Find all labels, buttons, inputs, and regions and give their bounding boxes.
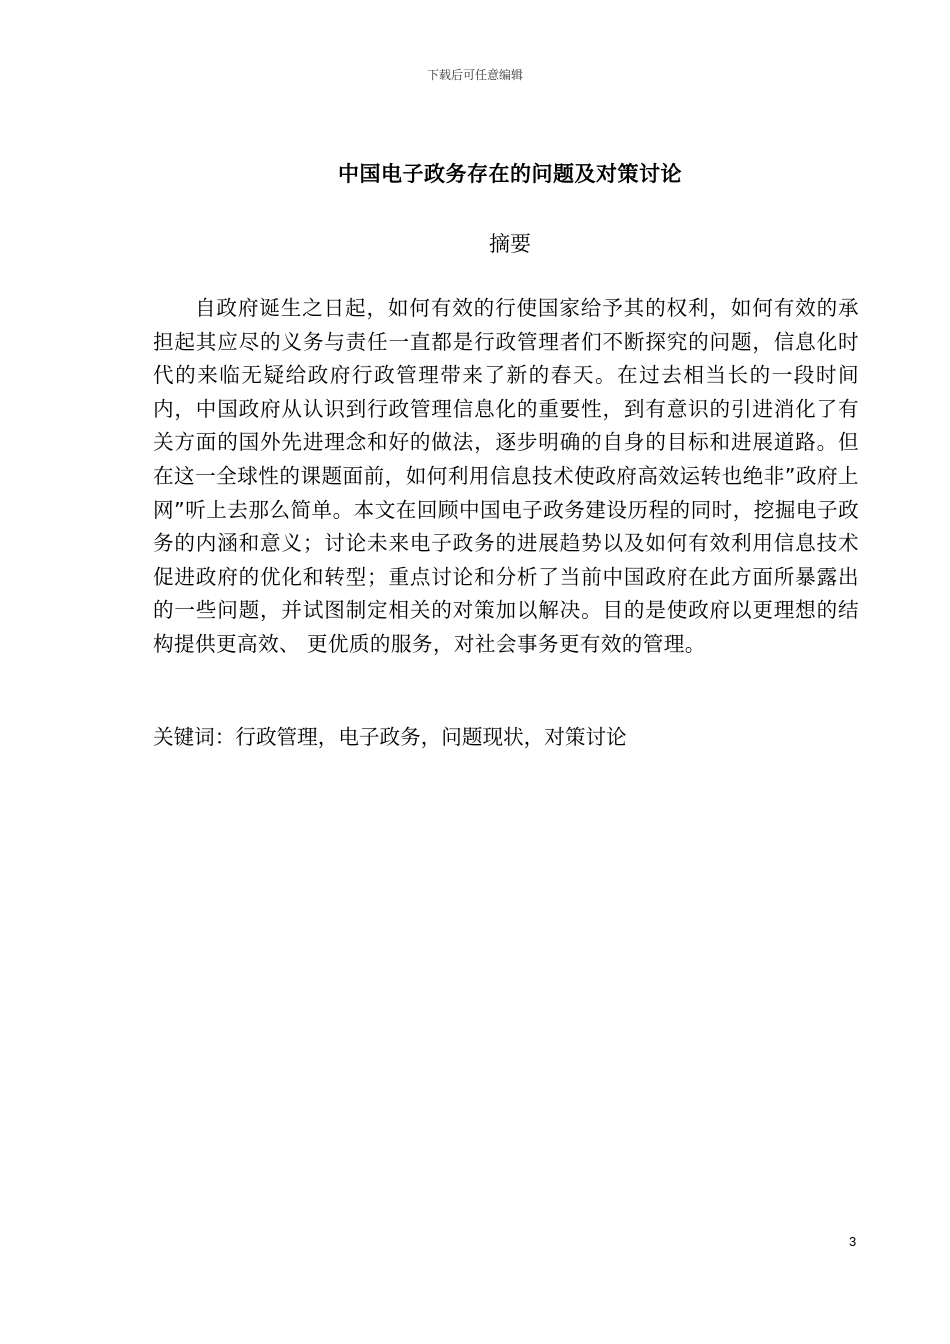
keywords-line: 关键词：行政管理，电子政务，问题现状，对策讨论: [153, 725, 627, 749]
abstract-heading: 摘要: [489, 232, 531, 256]
header-note: 下载后可任意编辑: [426, 68, 523, 82]
abstract-paragraph: 自政府诞生之日起，如何有效的行使国家给予其的权利，如何有效的承担起其应尽的义务与责任一直都是行政管理者们不断探究的问题，信息化时代的来临无疑给政府行政管理带来了新的春天。在过去相当长的一段时间内，中国政府从认识到行政管理信息化的重要性，到有意识的引进消化了有关方面的国外先进理念和好的做法，逐步明确的自身的目标和进展道路。但在这一全球性的课题面前，如何利用信息技术使政府高效运转也绝非”政府上网”听上去那么简单。本文在回顾中国电子政务建设历程的同时，挖掘电子政务的内涵和意义；讨论未来电子政务的进展趋势以及如何有效利用信息技术促进政府的优化和转型；重点讨论和分析了当前中国政府在此方面所暴露出的一些问题，并试图制定相关的对策加以解决。目的是使政府以更理想的结构提供更高效、 更优质的服务，对社会事务更有效的管理。: [153, 296, 859, 656]
document-title: 中国电子政务存在的问题及对策讨论: [338, 162, 682, 186]
page-number: 3: [849, 1234, 857, 1249]
